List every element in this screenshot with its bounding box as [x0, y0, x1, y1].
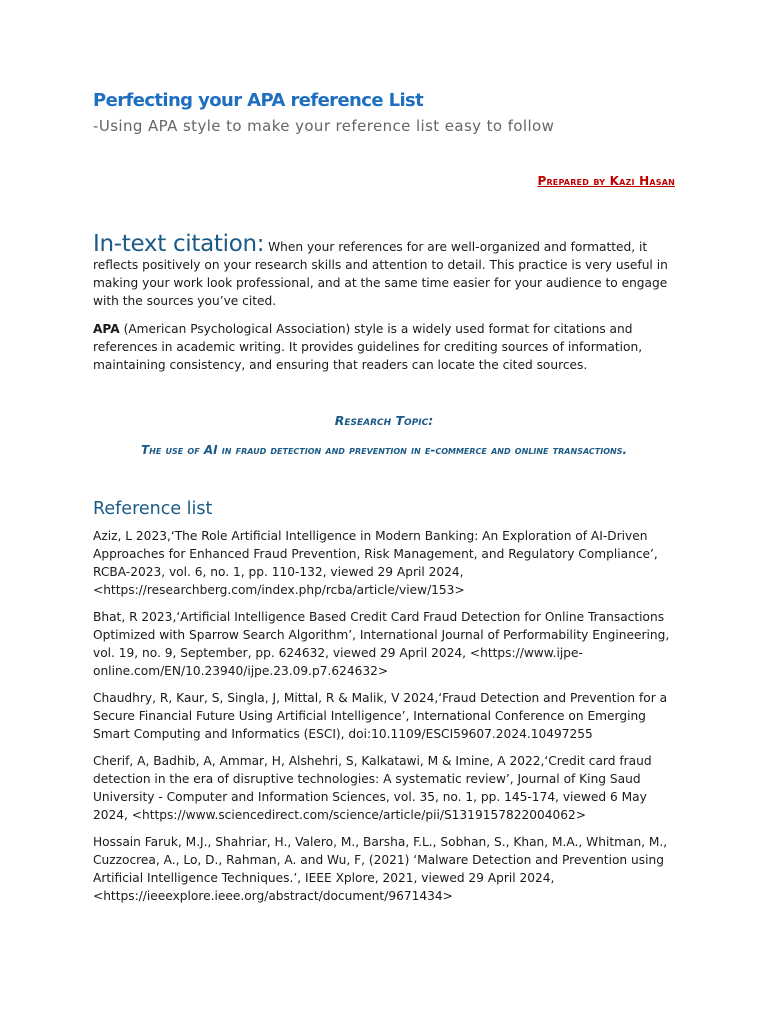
page-title: Perfecting your APA reference List [93, 90, 424, 111]
research-topic-text: The use of AI in fraud detection and prevention in e-commerce and online transactions. [140, 443, 628, 457]
in-text-citation-text: When your references for are well-organized and formatted, it reflects positively on your research skills and attention to detail. This practice is very useful in making your work look professional, and at the same time easier for your audience to engage with the sources you’ve cited. [93, 240, 668, 308]
prepared-by-link[interactable]: Prepared by Kazi Hasan [537, 174, 675, 188]
reference-list-heading: Reference list [93, 499, 213, 519]
reference-item: Hossain Faruk, M.J., Shahriar, H., Valero, M., Barsha, F.L., Sobhan, S., Khan, M.A., Whitman, M., Cuzzocrea, A., Lo, D., Rahman, A. and Wu, F, (2021) ‘Malware Detection and Prevention using Artificial Intelligence Techniques.’, IEEE Xplore, 2021, viewed 29 April 2024, <https://ieeexplore.ieee.org/abstract/document/9671434> [93, 835, 668, 903]
apa-paragraph [93, 320, 675, 374]
apa-description: (American Psychological Association) style is a widely used format for citations and references in academic writing. It provides guidelines for crediting sources of information, maintaining consistency, and ensuring that readers can locate the cited sources. [93, 322, 643, 372]
reference-item: Aziz, L 2023,‘The Role Artificial Intelligence in Modern Banking: An Exploration of AI-Driven Approaches for Enhanced Fraud Prevention, Risk Management, and Regulatory Compliance’, RCBA-2023, vol. 6, no. 1, pp. 110-132, viewed 29 April 2024, <https://researchberg.com/index.php/rcba/article/view/153> [93, 529, 658, 597]
in-text-citation-section [93, 231, 675, 310]
reference-list [93, 527, 675, 905]
research-topic-label: Research Topic: [334, 413, 434, 428]
apa-bold-term: APA [93, 322, 120, 336]
document-page [93, 88, 675, 914]
prepared-by-line [93, 173, 675, 189]
reference-item: Chaudhry, R, Kaur, S, Singla, J, Mittal, R & Malik, V 2024,‘Fraud Detection and Prevention for a Secure Financial Future Using Artificial Intelligence’, International Conference on Emerging Smart Computing and Informatics (ESCI), doi:10.1109/ESCI59607.2024.10497255 [93, 691, 668, 741]
page-subtitle: -Using APA style to make your reference list easy to follow [93, 117, 555, 135]
reference-item: Bhat, R 2023,‘Artificial Intelligence Based Credit Card Fraud Detection for Online Transactions Optimized with Sparrow Search Algorithm’, International Journal of Performability Engineering, vol. 19, no. 9, September, pp. 624632, viewed 29 April 2024, <https://www.ijpe-online.com/EN/10.23940/ijpe.23.09.p7.624632> [93, 610, 670, 678]
reference-item: Cherif, A, Badhib, A, Ammar, H, Alshehri, S, Kalkatawi, M & Imine, A 2022,‘Credit card fraud detection in the era of disruptive technologies: A systematic review’, Journal of King Saud University - Computer and Information Sciences, vol. 35, no. 1, pp. 145-174, viewed 6 May 2024, <https://www.sciencedirect.com/science/article/pii/S1319157822004062> [93, 754, 652, 822]
in-text-citation-heading: In-text citation: [93, 231, 265, 257]
